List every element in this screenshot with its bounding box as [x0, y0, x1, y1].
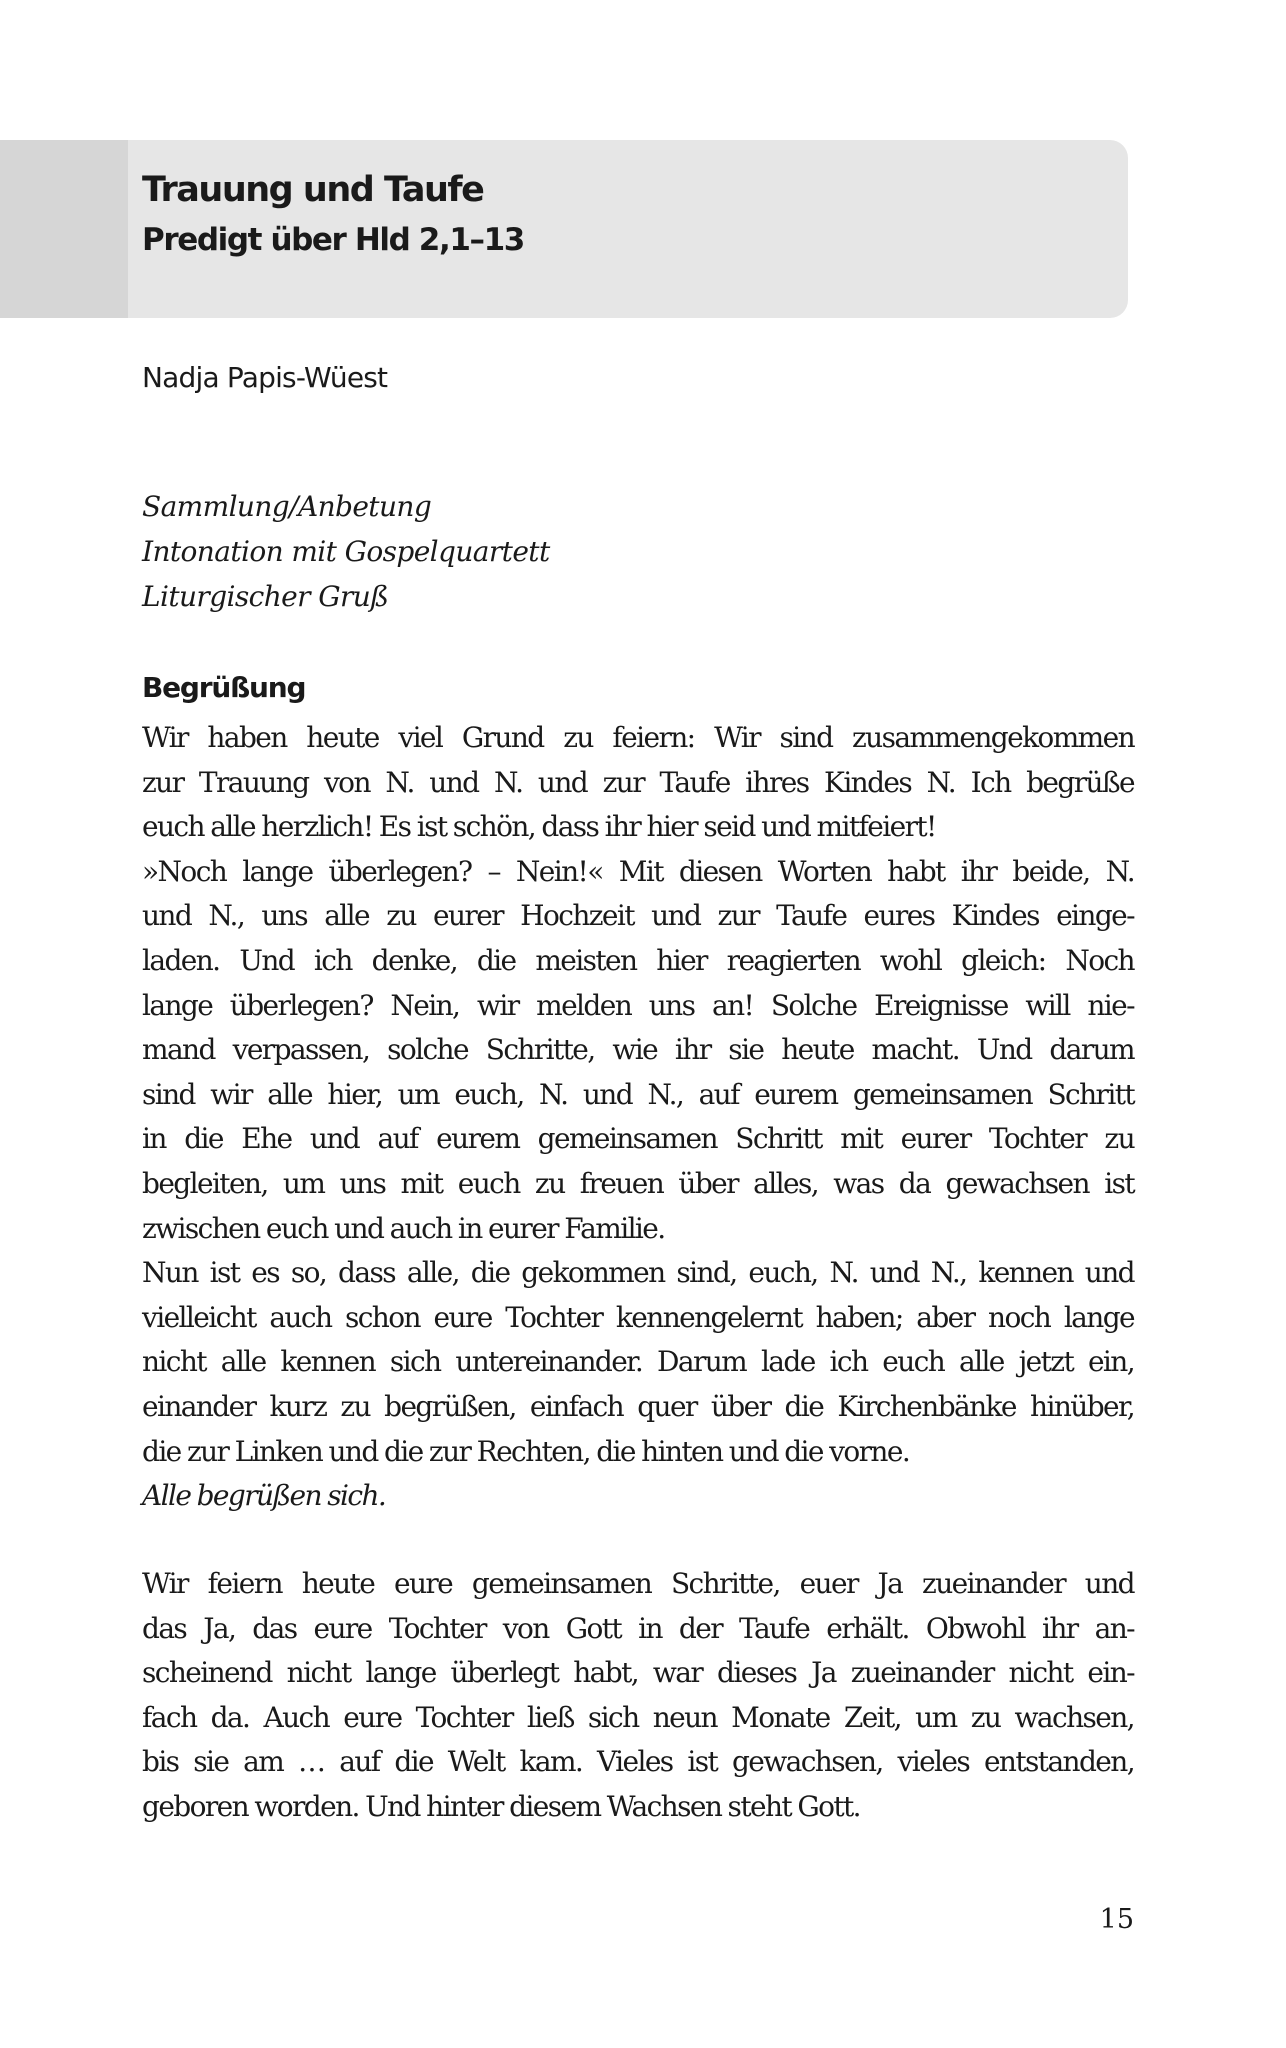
body-line: Wir feiern heute eure gemeinsamen Schritte, euer Ja zueinander und	[142, 1567, 1134, 1600]
body-line: sind wir alle hier, um euch, N. und N., auf eurem gemeinsamen Schritt	[142, 1077, 1134, 1111]
body-line: mand verpassen, solche Schritte, wie ihr sie heute macht. Und darum	[142, 1033, 1134, 1067]
liturgy-item: Intonation mit Gospelquartett	[142, 535, 550, 568]
body-line: die zur Linken und die zur Rechten, die hinten und die vorne.	[142, 1434, 910, 1468]
body-line: lange überlegen? Nein, wir melden uns an! Solche Ereignisse will nie-	[142, 988, 1134, 1022]
liturgy-item: Liturgischer Gruß	[142, 580, 389, 613]
liturgy-list	[142, 484, 550, 619]
chapter-header-strip	[0, 140, 128, 318]
body-line: zur Trauung von N. und N. und zur Taufe ihres Kindes N. Ich begrüße	[142, 765, 1134, 799]
body-line: geboren worden. Und hinter diesem Wachsen steht Gott.	[142, 1789, 860, 1823]
body-line: fach da. Auch eure Tochter ließ sich neun Monate Zeit, um zu wachsen,	[142, 1700, 1134, 1734]
body-line: zwischen euch und auch in eurer Familie.	[142, 1211, 665, 1245]
body-line: bis sie am … auf die Welt kam. Vieles ist gewachsen, vieles entstanden,	[142, 1745, 1134, 1779]
body-line: scheinend nicht lange überlegt habt, war dieses Ja zueinander nicht ein-	[142, 1656, 1134, 1690]
body-paragraphs-b	[142, 1562, 1134, 1830]
body-paragraphs-a	[142, 716, 1134, 1519]
body-line: »Noch lange überlegen? – Nein!« Mit diesen Worten habt ihr beide, N.	[142, 854, 1134, 888]
body-line: und N., uns alle zu eurer Hochzeit und zur Taufe eures Kindes einge-	[142, 899, 1134, 933]
stage-direction: Alle begrüßen sich.	[142, 1479, 386, 1513]
chapter-subtitle: Predigt über Hld 2,1–13	[142, 222, 524, 258]
body-line: einander kurz zu begrüßen, einfach quer über die Kirchenbänke hinüber,	[142, 1389, 1134, 1423]
page-number: 15	[1099, 1904, 1134, 1935]
section-heading: Begrüßung	[142, 671, 306, 704]
body-line: nicht alle kennen sich untereinander. Darum lade ich euch alle jetzt ein,	[142, 1345, 1134, 1379]
liturgy-item: Sammlung/Anbetung	[142, 490, 432, 523]
body-line: in die Ehe und auf eurem gemeinsamen Schritt mit eurer Tochter zu	[142, 1122, 1134, 1156]
body-line: euch alle herzlich! Es ist schön, dass ihr hier seid und mitfeiert!	[142, 810, 936, 844]
author-name: Nadja Papis-Wüest	[142, 361, 388, 394]
body-line: laden. Und ich denke, die meisten hier reagierten wohl gleich: Noch	[142, 943, 1134, 977]
body-line: Wir haben heute viel Grund zu feiern: Wir sind zusammengekommen	[142, 721, 1134, 754]
body-line: begleiten, um uns mit euch zu freuen über alles, was da gewachsen ist	[142, 1166, 1134, 1200]
body-line: vielleicht auch schon eure Tochter kennengelernt haben; aber noch lange	[142, 1300, 1134, 1334]
body-line: Nun ist es so, dass alle, die gekommen sind, euch, N. und N., kennen und	[142, 1256, 1134, 1290]
chapter-title: Trauung und Taufe	[142, 170, 484, 210]
body-line: das Ja, das eure Tochter von Gott in der Taufe erhält. Obwohl ihr an-	[142, 1611, 1134, 1645]
